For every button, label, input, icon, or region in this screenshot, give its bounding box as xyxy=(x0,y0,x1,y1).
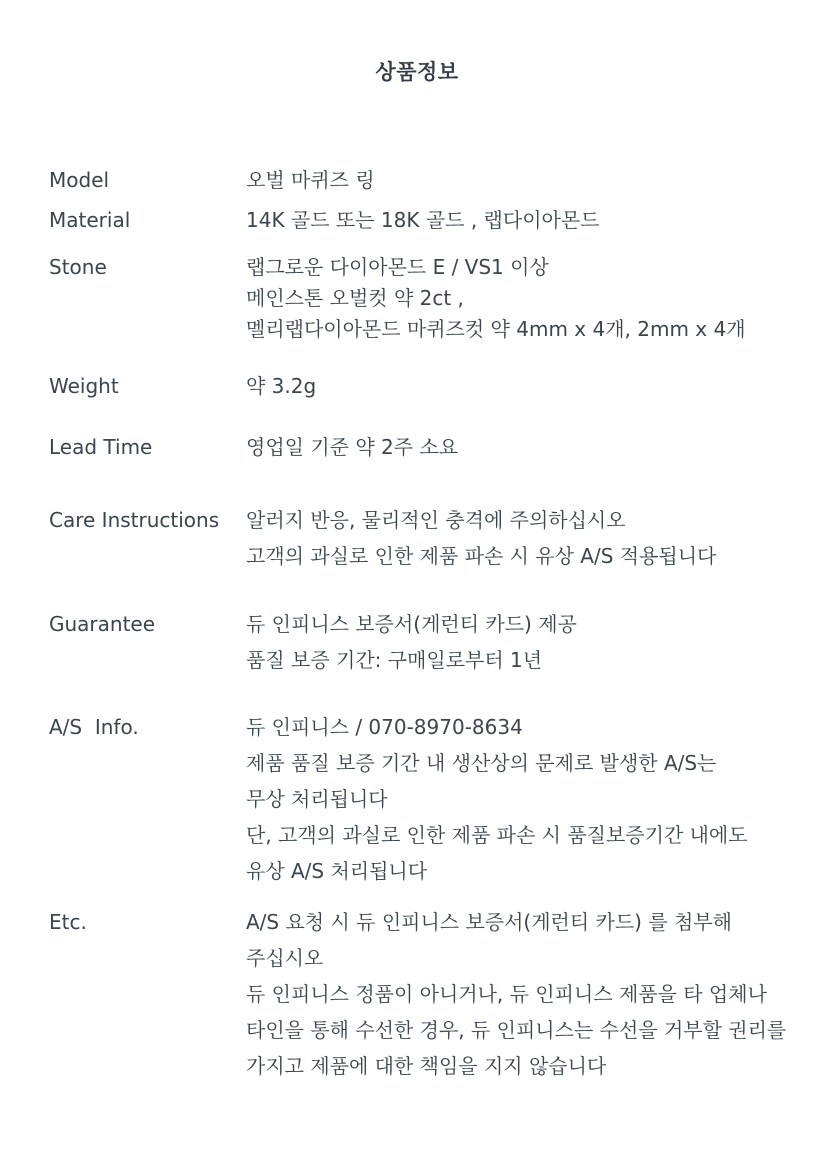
row-label-guarantee: Guarantee xyxy=(49,612,156,636)
value-line: 14K 골드 또는 18K 골드 , 랩다이아몬드 xyxy=(246,208,600,232)
value-line: 약 3.2g xyxy=(246,374,317,398)
value-line: 가지고 제품에 대한 책임을 지지 않습니다 xyxy=(246,1054,607,1078)
value-line: 알러지 반응, 물리적인 충격에 주의하십시오 xyxy=(246,508,626,532)
value-line: 주십시오 xyxy=(246,946,324,970)
row-label-stone: Stone xyxy=(49,255,107,279)
value-line: A/S 요청 시 듀 인피니스 보증서(게런티 카드) 를 첨부해 xyxy=(246,910,732,934)
row-values-lead-time xyxy=(246,435,834,471)
row-label-weight: Weight xyxy=(49,374,119,398)
value-line: 영업일 기준 약 2주 소요 xyxy=(246,435,459,459)
value-line: 타인을 통해 수선한 경우, 듀 인피니스는 수선을 거부할 권리를 xyxy=(246,1018,787,1042)
value-line: 듀 인피니스 / 070-8970-8634 xyxy=(246,715,523,739)
row-values-as-info xyxy=(246,715,834,895)
value-line: 제품 품질 보증 기간 내 생산상의 문제로 발생한 A/S는 xyxy=(246,751,717,775)
row-label-as-info: A/S Info. xyxy=(49,715,139,739)
value-line: 메인스톤 오벌컷 약 2ct , xyxy=(246,286,464,310)
value-line: 단, 고객의 과실로 인한 제품 파손 시 품질보증기간 내에도 xyxy=(246,823,748,847)
page-title: 상품정보 xyxy=(375,60,459,84)
row-values-weight xyxy=(246,374,834,410)
value-line: 오벌 마퀴즈 링 xyxy=(246,168,375,192)
value-line: 멜리랩다이아몬드 마퀴즈컷 약 4mm x 4개, 2mm x 4개 xyxy=(246,317,746,341)
row-label-material: Material xyxy=(49,208,131,232)
value-line: 품질 보증 기간: 구매일로부터 1년 xyxy=(246,648,543,672)
value-line: 무상 처리됩니다 xyxy=(246,787,388,811)
row-values-model xyxy=(246,168,834,204)
row-values-etc xyxy=(246,910,834,1090)
row-values-stone xyxy=(246,255,834,348)
value-line: 듀 인피니스 정품이 아니거나, 듀 인피니스 제품을 타 업체나 xyxy=(246,982,767,1006)
row-label-lead-time: Lead Time xyxy=(49,435,153,459)
row-values-care-instructions xyxy=(246,508,834,580)
row-label-model: Model xyxy=(49,168,110,192)
row-values-guarantee xyxy=(246,612,834,684)
value-line: 랩그로운 다이아몬드 E / VS1 이상 xyxy=(246,255,549,279)
value-line: 고객의 과실로 인한 제품 파손 시 유상 A/S 적용됩니다 xyxy=(246,544,717,568)
row-label-care-instructions: Care Instructions xyxy=(49,508,220,532)
value-line: 유상 A/S 처리됩니다 xyxy=(246,859,428,883)
row-values-material xyxy=(246,208,834,244)
row-label-etc: Etc. xyxy=(49,910,87,934)
value-line: 듀 인피니스 보증서(게런티 카드) 제공 xyxy=(246,612,577,636)
